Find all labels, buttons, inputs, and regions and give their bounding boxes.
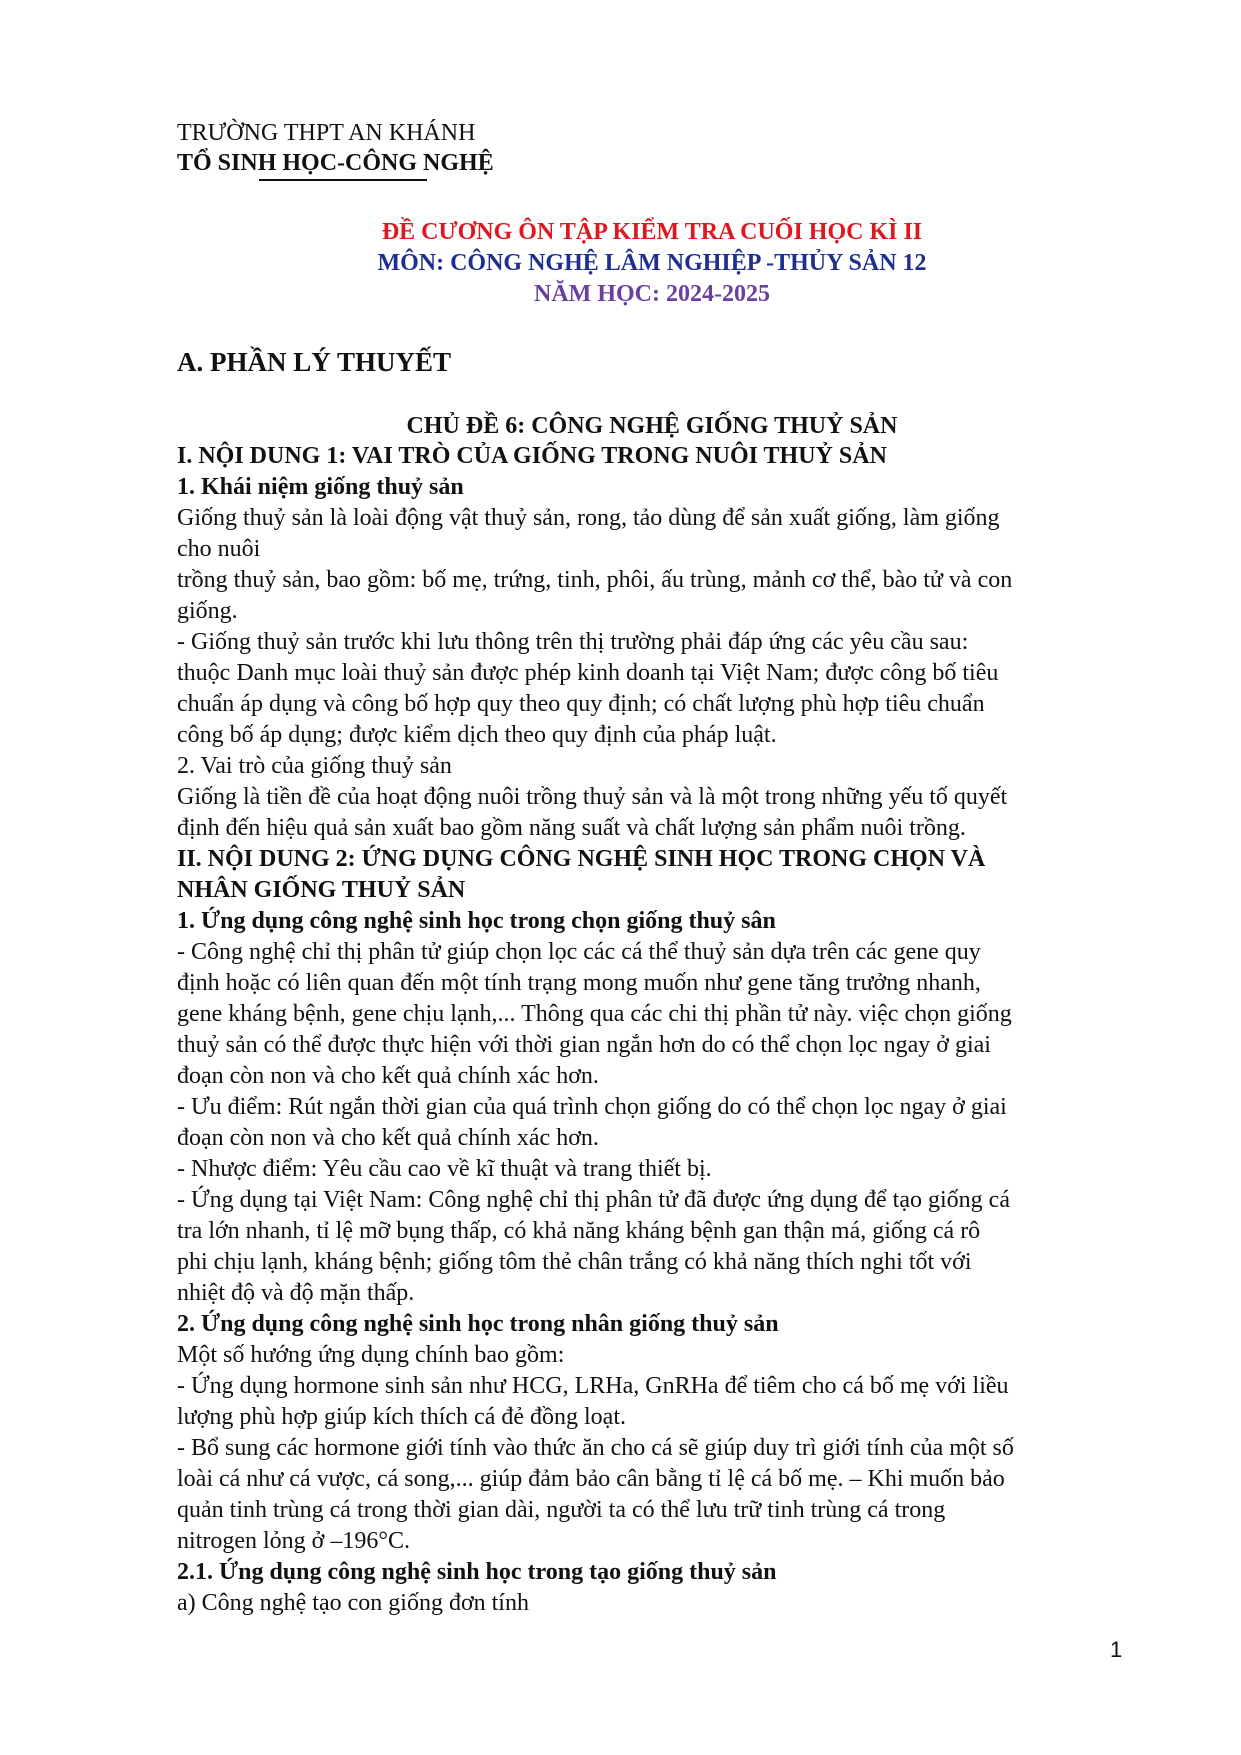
text-line: loài cá như cá vược, cá song,... giúp đảm bảo cân bằng tỉ lệ cá bố mẹ. – Khi muốn bảo	[177, 1465, 1005, 1492]
section-heading-line: I. NỘI DUNG 1: VAI TRÒ CỦA GIỐNG TRONG NUÔI THUỶ SẢN	[177, 442, 887, 469]
text-line: gene kháng bệnh, gene chịu lạnh,... Thông qua các chi thị phần tử này. việc chọn giống	[177, 1000, 1012, 1027]
text-line: công bố áp dụng; được kiểm dịch theo quy định của pháp luật.	[177, 721, 777, 748]
section-heading-line: 2.1. Ứng dụng công nghệ sinh học trong tạo giống thuỷ sản	[177, 1558, 777, 1585]
section-heading-line: II. NỘI DUNG 2: ỨNG DỤNG CÔNG NGHỆ SINH HỌC TRONG CHỌN VÀ	[177, 845, 986, 872]
text-line: - Bổ sung các hormone giới tính vào thức ăn cho cá sẽ giúp duy trì giới tính của một số	[177, 1434, 1014, 1461]
title-line-1: ĐỀ CƯƠNG ÔN TẬP KIỂM TRA CUỐI HỌC KÌ II	[381, 218, 923, 245]
text-line: nitrogen lỏng ở –196°C.	[177, 1527, 410, 1554]
topic-heading: CHỦ ĐỀ 6: CÔNG NGHỆ GIỐNG THUỶ SẢN	[406, 412, 898, 439]
text-line: - Ứng dụng hormone sinh sản như HCG, LRHa, GnRHa để tiêm cho cá bố mẹ với liều	[177, 1372, 1009, 1399]
document-page	[177, 118, 1127, 1619]
text-line: tra lớn nhanh, tỉ lệ mỡ bụng thấp, có khả năng kháng bệnh gan thận má, giống cá rô	[177, 1217, 981, 1244]
text-line: thuỷ sản có thể được thực hiện với thời gian ngắn hơn do có thể chọn lọc ngay ở giai	[177, 1031, 991, 1058]
page-number: 1	[1110, 1637, 1123, 1662]
text-line: định hoặc có liên quan đến một tính trạng mong muốn như gene tăng trưởng nhanh,	[177, 969, 981, 996]
text-line: quản tinh trùng cá trong thời gian dài, người ta có thể lưu trữ tinh trùng cá trong	[177, 1496, 946, 1523]
text-line: - Ứng dụng tại Việt Nam: Công nghệ chỉ thị phân tử đã được ứng dụng để tạo giống cá	[177, 1186, 1010, 1213]
text-line: đoạn còn non và cho kết quả chính xác hơn.	[177, 1124, 599, 1151]
title-line-3: NĂM HỌC: 2024-2025	[534, 280, 770, 307]
text-line: chuẩn áp dụng và công bố hợp quy theo quy định; có chất lượng phù hợp tiêu chuẩn	[177, 690, 985, 717]
section-heading-line: 2. Ứng dụng công nghệ sinh học trong nhân giống thuỷ sản	[177, 1310, 779, 1337]
text-line: a) Công nghệ tạo con giống đơn tính	[177, 1589, 529, 1616]
body-text	[177, 441, 1127, 1619]
text-line: phi chịu lạnh, kháng bệnh; giống tôm thẻ chân trắng có khả năng thích nghi tốt với	[177, 1248, 972, 1275]
section-heading-line: 1. Khái niệm giống thuỷ sản	[177, 473, 464, 500]
department-underline	[259, 179, 427, 181]
title-line-2: MÔN: CÔNG NGHỆ LÂM NGHIỆP -THỦY SẢN 12	[377, 249, 927, 276]
text-line: Giống thuỷ sản là loài động vật thuỷ sản, rong, tảo dùng để sản xuất giống, làm giống	[177, 504, 1000, 531]
section-heading-line: 1. Ứng dụng công nghệ sinh học trong chọn giống thuỷ sân	[177, 907, 776, 934]
text-line: - Công nghệ chỉ thị phân tử giúp chọn lọc các cá thể thuỷ sản dựa trên các gene quy	[177, 938, 981, 965]
text-line: - Nhược điểm: Yêu cầu cao về kĩ thuật và trang thiết bị.	[177, 1155, 712, 1182]
text-line: cho nuôi	[177, 535, 261, 562]
section-heading: A. PHẦN LÝ THUYẾT	[177, 346, 452, 377]
text-line: trồng thuỷ sản, bao gồm: bố mẹ, trứng, tinh, phôi, ấu trùng, mảnh cơ thể, bào tử và con	[177, 566, 1013, 593]
text-line: - Giống thuỷ sản trước khi lưu thông trên thị trường phải đáp ứng các yêu cầu sau:	[177, 628, 969, 655]
school-name: TRƯỜNG THPT AN KHÁNH	[177, 120, 476, 146]
text-line: Một số hướng ứng dụng chính bao gồm:	[177, 1341, 565, 1368]
department-name: TỔ SINH HỌC-CÔNG NGHỆ	[177, 150, 494, 176]
document-title	[177, 217, 1127, 310]
text-line: đoạn còn non và cho kết quả chính xác hơn.	[177, 1062, 599, 1089]
text-line: nhiệt độ và độ mặn thấp.	[177, 1279, 415, 1306]
text-line: giống.	[177, 597, 238, 624]
text-line: lượng phù hợp giúp kích thích cá đẻ đồng loạt.	[177, 1403, 626, 1430]
text-line: Giống là tiền đề của hoạt động nuôi trồng thuỷ sản và là một trong những yếu tố quyết	[177, 783, 1008, 810]
text-line: - Ưu điểm: Rút ngắn thời gian của quá trình chọn giống do có thể chọn lọc ngay ở giai	[177, 1093, 1007, 1120]
text-line: định đến hiệu quả sản xuất bao gồm năng suất và chất lượng sản phẩm nuôi trồng.	[177, 814, 966, 841]
text-line: 2. Vai trò của giống thuỷ sản	[177, 752, 452, 779]
text-line: thuộc Danh mục loài thuỷ sản được phép kinh doanh tại Việt Nam; được công bố tiêu	[177, 659, 999, 686]
section-heading-line: NHÂN GIỐNG THUỶ SẢN	[177, 876, 466, 903]
